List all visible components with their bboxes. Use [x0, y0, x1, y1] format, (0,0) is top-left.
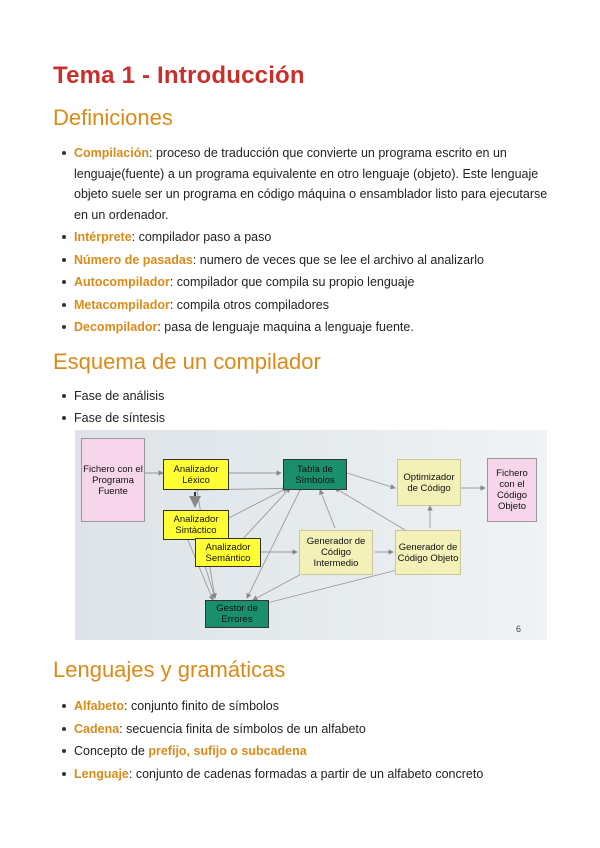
list-item: Fase de síntesis [60, 408, 550, 429]
definition-text: : numero de veces que se lee el archivo al analizarlo [192, 252, 484, 267]
intermediate-code-generator-box: Generador de Código Intermedio [299, 530, 373, 575]
list-item [60, 227, 550, 248]
term-prefijo-sufijo-subcadena: prefijo, sufijo o subcadena [148, 744, 307, 758]
syntactic-analyzer-box: Analizador Sintáctico [163, 510, 229, 540]
term-metacompilador: Metacompilador [74, 297, 170, 312]
list-item [60, 272, 550, 293]
list-item [60, 143, 550, 225]
term-pasadas: Número de pasadas [74, 252, 193, 267]
list-item [60, 250, 550, 271]
lenguajes-list [60, 696, 550, 786]
list-item [60, 741, 550, 762]
lexical-analyzer-box: Analizador Léxico [163, 459, 229, 490]
definiciones-list [60, 143, 550, 340]
definition-text: : compilador que compila su propio lenguaje [169, 275, 415, 289]
term-alfabeto: Alfabeto [74, 699, 124, 713]
term-cadena: Cadena [74, 721, 120, 736]
object-code-generator-box: Generador de Código Objeto [395, 530, 461, 575]
definition-text: : conjunto finito de símbolos [124, 699, 279, 713]
error-manager-box: Gestor de Errores [205, 600, 269, 628]
term-autocompilador: Autocompilador [74, 275, 170, 289]
definition-text: : conjunto de cadenas formadas a partir de un alfabeto concreto [128, 766, 484, 781]
term-interprete: Intérprete [74, 230, 132, 244]
list-item [60, 764, 550, 785]
definition-text: : pasa de lenguaje maquina a lenguaje fuente. [157, 320, 414, 334]
semantic-analyzer-box: Analizador Semántico [195, 538, 261, 567]
object-file-scroll: Fichero con el Código Objeto [487, 458, 537, 522]
list-item [60, 295, 550, 316]
definition-text: : proceso de traducción que convierte un programa escrito en un lenguaje(fuente) a un programa equivalente en otro lenguaje (objeto). Este lenguaje objeto suele ser un programa en código máquina o ensamblador listo para ejecutarse en un ordenador. [74, 146, 548, 222]
heading-definiciones: Definiciones [53, 105, 173, 130]
symbol-table-box: Tabla de Símbolos [283, 459, 347, 490]
definition-text: : secuencia finita de símbolos de un alfabeto [119, 721, 366, 736]
term-compilacion: Compilación [74, 146, 150, 160]
compiler-diagram [75, 430, 547, 640]
list-item [60, 317, 550, 338]
slide-page-number: 6 [515, 624, 521, 634]
list-item [60, 696, 550, 717]
source-file-scroll: Fichero con el Programa Fuente [81, 438, 145, 522]
list-item: Fase de análisis [60, 386, 550, 407]
definition-text: : compilador paso a paso [131, 230, 272, 244]
list-item [60, 719, 550, 740]
definition-text: : compila otros compiladores [169, 297, 329, 312]
term-lenguaje: Lenguaje [74, 766, 129, 781]
code-optimizer-box: Optimizador de Código [397, 459, 461, 506]
esquema-list [60, 386, 550, 430]
heading-lenguajes: Lenguajes y gramáticas [53, 657, 286, 682]
term-decompilador: Decompilador [74, 320, 158, 334]
prefix-text: Concepto de [74, 744, 149, 758]
heading-esquema: Esquema de un compilador [53, 349, 321, 374]
page-title: Tema 1 - Introducción [53, 62, 305, 89]
